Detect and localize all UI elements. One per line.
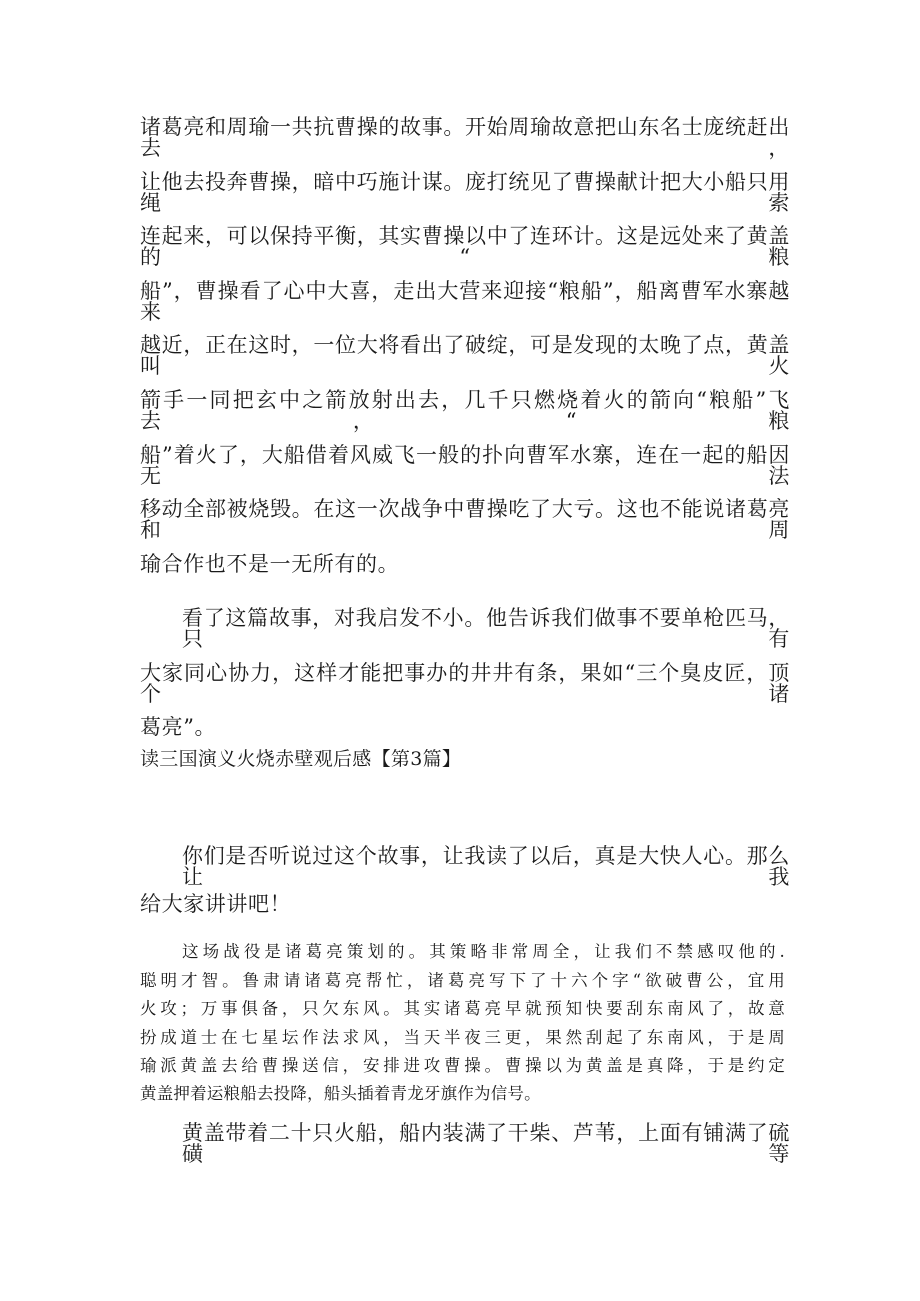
paragraph-1-line-6: 箭手一同把玄中之箭放射出去，几千只燃烧着火的箭向“粮船”飞去，“粮 <box>140 388 790 433</box>
paragraph-5-line-1: 黄盖带着二十只火船，船内装满了干柴、芦苇，上面有铺满了硫磺等 <box>182 1121 790 1166</box>
paragraph-4-line-2: 聪明才智。鲁肃请诸葛亮帮忙，诸葛亮写下了十六个字“欲破曹公，宜用 <box>140 971 785 990</box>
paragraph-4-line-1: 这场战役是诸葛亮策划的。其策略非常周全，让我们不禁感叹他的. <box>182 942 785 961</box>
paragraph-1-line-9: 瑜合作也不是一无所有的。 <box>140 552 400 576</box>
paragraph-4-line-6: 黄盖押着运粮船去投降，船头插着青龙牙旗作为信号。 <box>140 1084 541 1103</box>
paragraph-4-line-3: 火攻；万事俱备，只欠东风。其实诸葛亮早就预知快要刮东南风了，故意 <box>140 999 785 1018</box>
paragraph-4-line-4: 扮成道士在七星坛作法求风，当天半夜三更，果然刮起了东南风，于是周 <box>140 1028 785 1047</box>
paragraph-2-line-3: 葛亮”。 <box>140 715 217 739</box>
paragraph-3-line-1: 你们是否听说过这个故事，让我读了以后，真是大快人心。那么让我 <box>182 844 790 889</box>
section-heading: 读三国演义火烧赤壁观后感【第3篇】 <box>140 748 462 770</box>
paragraph-1-line-5: 越近，正在这时，一位大将看出了破绽，可是发现的太晚了点，黄盖叫火 <box>140 333 790 378</box>
paragraph-1-line-8: 移动全部被烧毁。在这一次战争中曹操吃了大亏。这也不能说诸葛亮和周 <box>140 497 790 542</box>
paragraph-2-line-2: 大家同心协力，这样才能把事办的井井有条，果如“三个臭皮匠，顶个诸 <box>140 661 790 706</box>
paragraph-1-line-4: 船”，曹操看了心中大喜，走出大营来迎接“粮船”，船离曹军水寨越来 <box>140 279 790 324</box>
paragraph-4-line-5: 瑜派黄盖去给曹操送信，安排进攻曹操。曹操以为黄盖是真降，于是约定 <box>140 1056 785 1075</box>
paragraph-3-line-2: 给大家讲讲吧！ <box>140 892 292 916</box>
paragraph-2-line-1: 看了这篇故事，对我启发不小。他告诉我们做事不要单枪匹马，只有 <box>182 606 790 651</box>
paragraph-1-line-2: 让他去投奔曹操，暗中巧施计谋。庞打统见了曹操献计把大小船只用绳索 <box>140 170 790 215</box>
paragraph-1-line-1: 诸葛亮和周瑜一共抗曹操的故事。开始周瑜故意把山东名士庞统赶出去， <box>140 115 790 160</box>
paragraph-1-line-7: 船”着火了，大船借着风威飞一般的扑向曹军水寨，连在一起的船因无法 <box>140 443 790 488</box>
paragraph-1-line-3: 连起来，可以保持平衡，其实曹操以中了连环计。这是远处来了黄盖的“粮 <box>140 224 790 269</box>
